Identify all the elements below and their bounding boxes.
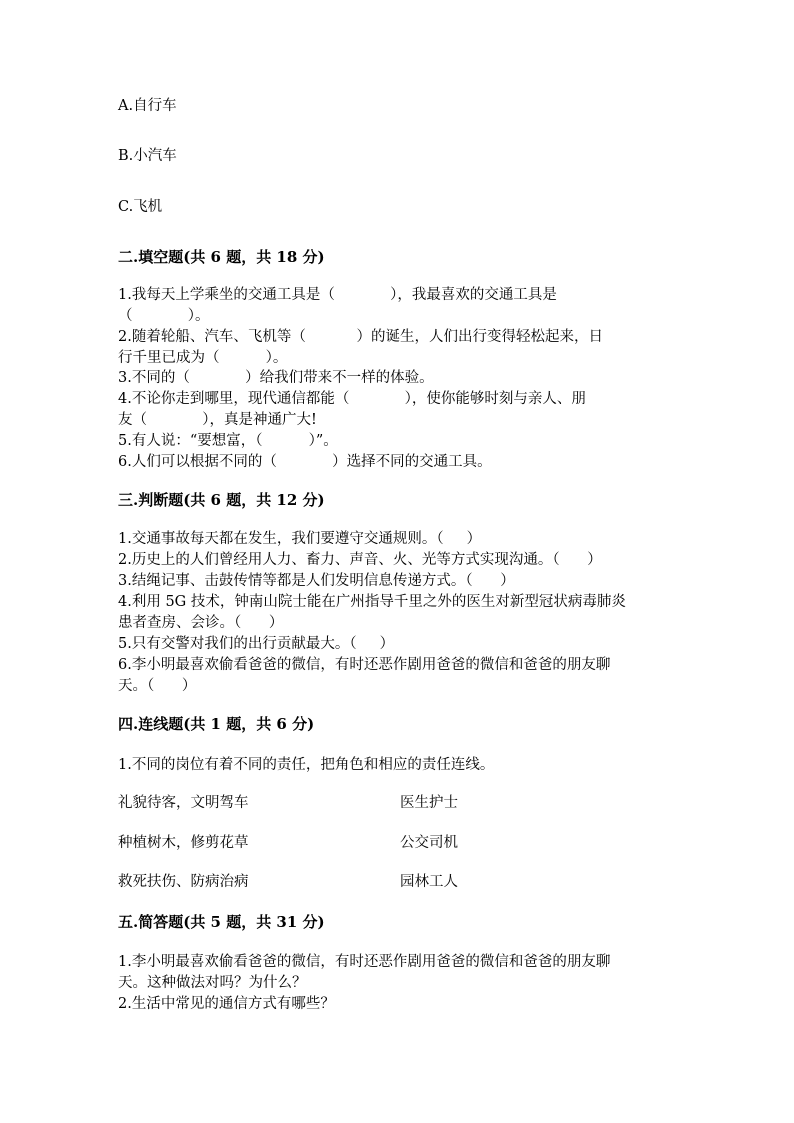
fill-line: 4.不论你走到哪里，现代通信都能（ ），使你能够时刻与亲人、朋: [118, 391, 586, 407]
fill-line: 友（ ），真是神通广大!: [118, 412, 317, 428]
section-heading-fill: 二.填空题(共 6 题，共 18 分): [118, 248, 325, 266]
section-heading-match: 四.连线题(共 1 题，共 6 分): [118, 715, 315, 733]
short-line: 2.生活中常见的通信方式有哪些？: [118, 996, 335, 1012]
fill-line: 行千里已成为（ ）。: [118, 350, 288, 366]
match-left-item: 礼貌待客，文明驾车: [118, 795, 249, 811]
match-left-item: 种植树木，修剪花草: [118, 835, 249, 851]
judge-line: 天。（ ）: [118, 678, 197, 694]
match-right-item: 园林工人: [400, 874, 458, 890]
judge-line: 3.结绳记事、击鼓传情等都是人们发明信息传递方式。（ ）: [118, 573, 515, 589]
judge-line: 6.李小明最喜欢偷看爸爸的微信，有时还恶作剧用爸爸的微信和爸爸的朋友聊: [118, 657, 611, 673]
option-c: C.飞机: [118, 199, 163, 215]
fill-line: 2.随着轮船、汽车、飞机等（ ）的诞生，人们出行变得轻松起来，日: [118, 329, 604, 345]
judge-line: 2.历史上的人们曾经用人力、畜力、声音、火、光等方式实现沟通。（ ）: [118, 552, 602, 568]
section-heading-judge: 三.判断题(共 6 题，共 12 分): [118, 491, 325, 509]
judge-line: 1.交通事故每天都在发生，我们要遵守交通规则。（ ）: [118, 531, 482, 547]
short-line: 1.李小明最喜欢偷看爸爸的微信，有时还恶作剧用爸爸的微信和爸爸的朋友聊: [118, 954, 611, 970]
fill-line: 5.有人说：“要想富，（ ）”。: [118, 433, 338, 449]
section-heading-short: 五.简答题(共 5 题，共 31 分): [118, 913, 325, 931]
option-b: B.小汽车: [118, 148, 177, 164]
short-line: 天。这种做法对吗？为什么？: [118, 975, 307, 991]
match-question: 1.不同的岗位有着不同的责任，把角色和相应的责任连线。: [118, 757, 495, 773]
fill-line: 6.人们可以根据不同的（ ）选择不同的交通工具。: [118, 454, 492, 470]
judge-line: 4.利用 5G 技术，钟南山院士能在广州指导千里之外的医生对新型冠状病毒肺炎: [118, 594, 626, 610]
fill-line: 1.我每天上学乘坐的交通工具是（ ），我最喜欢的交通工具是: [118, 287, 557, 303]
fill-line: （ ）。: [118, 308, 210, 324]
match-right-item: 医生护士: [400, 795, 458, 811]
judge-line: 患者查房、会诊。（ ）: [118, 615, 284, 631]
fill-line: 3.不同的（ ）给我们带来不一样的体验。: [118, 370, 434, 386]
match-right-item: 公交司机: [400, 835, 458, 851]
match-left-item: 救死扶伤、防病治病: [118, 874, 249, 890]
option-a: A.自行车: [118, 98, 177, 114]
judge-line: 5.只有交警对我们的出行贡献最大。（ ）: [118, 636, 395, 652]
